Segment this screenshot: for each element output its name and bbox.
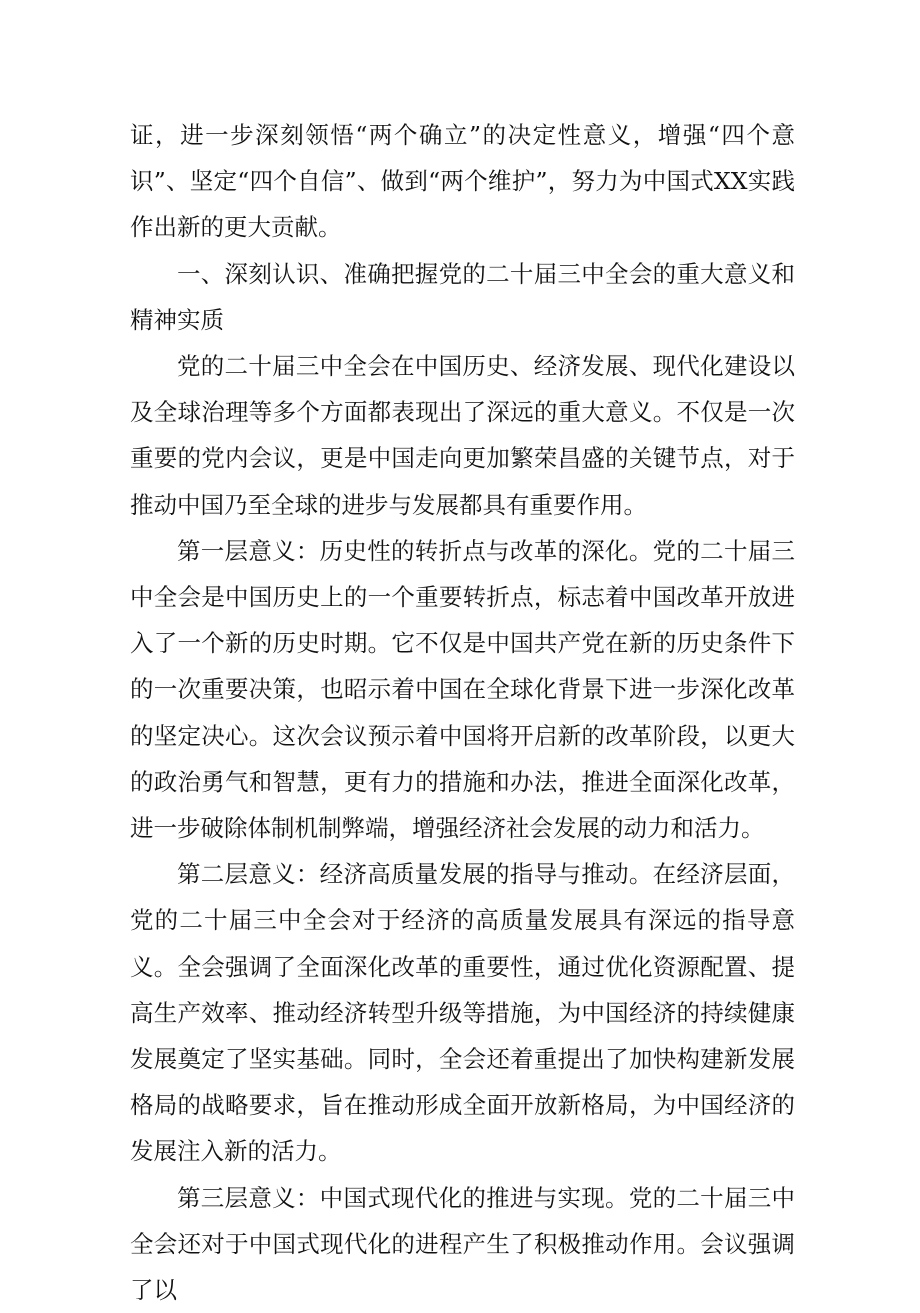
paragraph-overview: 党的二十届三中全会在中国历史、经济发展、现代化建设以及全球治理等多个方面都表现出了深远的重大意义。不仅是一次重要的党内会议，更是中国走向更加繁荣昌盛的关键节点，对于推动中国乃至全球的进步与发展都具有重要作用。 xyxy=(130,352,795,519)
paragraph-continuation: 证，进一步深刻领悟“两个确立”的决定性意义，增强“四个意识”、坚定“四个自信”、做到“两个维护”，努力为中国式XX实践作出新的更大贡献。 xyxy=(130,121,795,242)
section-heading: 一、深刻认识、准确把握党的二十届三中全会的重大意义和精神实质 xyxy=(130,259,795,334)
paragraph-second-significance: 第二层意义：经济高质量发展的指导与推动。在经济层面，党的二十届三中全会对于经济的高质量发展具有深远的指导意义。全会强调了全面深化改革的重要性，通过优化资源配置、提高生产效率、推动经济转型升级等措施，为中国经济的持续健康发展奠定了坚实基础。同时，全会还着重提出了加快构建新发展格局的战略要求，旨在推动形成全面开放新格局，为中国经济的发展注入新的活力。 xyxy=(130,860,795,1166)
paragraph-third-significance: 第三层意义：中国式现代化的推进与实现。党的二十届三中全会还对于中国式现代化的进程产生了积极推动作用。会议强调了以 xyxy=(130,1183,795,1305)
document-body xyxy=(130,112,795,1313)
paragraph-first-significance: 第一层意义：历史性的转折点与改革的深化。党的二十届三中全会是中国历史上的一个重要转折点，标志着中国改革开放进入了一个新的历史时期。它不仅是中国共产党在新的历史条件下的一次重要决策，也昭示着中国在全球化背景下进一步深化改革的坚定决心。这次会议预示着中国将开启新的改革阶段，以更大的政治勇气和智慧，更有力的措施和办法，推进全面深化改革，进一步破除体制机制弊端，增强经济社会发展的动力和活力。 xyxy=(130,536,795,843)
